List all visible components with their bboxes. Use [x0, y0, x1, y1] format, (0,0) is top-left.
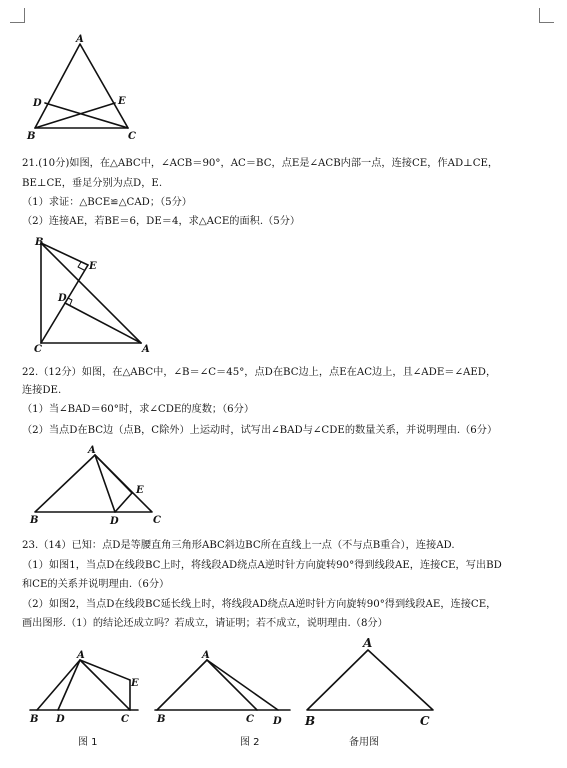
label-c: C [153, 515, 161, 526]
label-d: D [110, 516, 119, 527]
label-d: D [33, 98, 42, 109]
q21-part2: （2）连接AE，若BE＝6，DE＝4，求△ACE的面积.（5分） [22, 216, 301, 227]
triangle-abc [307, 650, 433, 710]
figure-q22 [0, 440, 200, 535]
label-c: C [128, 131, 136, 142]
q23-part2a: （2）如图2，当点D在线段BC延长线上时，将线段AD绕点A逆时针方向旋转90°得到线段AE，连接CE， [22, 599, 497, 610]
q23-part1b: 和CE的关系并说明理由.（6分） [22, 579, 170, 590]
label-b: B [35, 237, 44, 248]
caption-figure-spare: 备用图 [349, 737, 379, 748]
label-b: B [157, 714, 166, 725]
segment-ab [37, 660, 80, 710]
segment-ad [207, 660, 278, 710]
label-a: A [88, 445, 96, 456]
q22-part1: （1）当∠BAD＝60°时，求∠CDE的度数；（6分） [22, 404, 255, 415]
q21-line2: BE⊥CE，垂足分别为点D，E. [22, 178, 163, 189]
label-a: A [142, 344, 150, 355]
triangle-abc [35, 44, 128, 128]
label-b: B [27, 131, 36, 142]
q21-part1: （1）求证：△BCE≌△CAD；（5分） [22, 197, 192, 208]
q22-line2: 连接DE. [22, 385, 62, 396]
label-c: C [246, 714, 254, 725]
q22-part2: （2）当点D在BC边（点B，C除外）上运动时，试写出∠BAD与∠CDE的数量关系，并说明理由.（6分） [22, 425, 498, 436]
label-a: A [363, 636, 373, 650]
label-c: C [121, 714, 129, 725]
label-e: E [136, 485, 144, 496]
label-a: A [76, 34, 84, 45]
q21-line1: 21.(10分)如图，在△ABC中，∠ACB＝90°，AC＝BC，点E是∠ACB内部一点，连接CE，作AD⊥CE， [22, 158, 499, 169]
segment-ac [80, 660, 130, 710]
label-c: C [34, 344, 42, 355]
label-b: B [30, 714, 39, 725]
q23-line1: 23.（14）已知：点D是等腰直角三角形ABC斜边BC所在直线上一点（不与点B重合），连接AD. [22, 540, 455, 551]
label-b: B [30, 515, 39, 526]
label-d: D [56, 714, 65, 725]
figure-top-triangle [0, 0, 567, 150]
label-e: E [118, 96, 126, 107]
segment-ae [80, 660, 130, 680]
segment-ad [65, 303, 141, 343]
label-e: E [89, 261, 97, 272]
caption-figure-1: 图 1 [78, 737, 98, 748]
segment-ae [95, 455, 132, 493]
label-e: E [131, 678, 139, 689]
label-d: D [273, 716, 282, 727]
segment-ad [58, 660, 80, 710]
q22-line1: 22.（12分）如图，在△ABC中，∠B＝∠C＝45°，点D在BC边上，点E在AC边上，且∠ADE＝∠AED， [22, 367, 497, 378]
label-a: A [77, 650, 85, 661]
figure-2 [145, 640, 295, 730]
right-angle-mark-d [68, 298, 72, 305]
segment-ab [41, 243, 141, 343]
label-a: A [202, 650, 210, 661]
q23-part2b: 画出图形.（1）的结论还成立吗？若成立，请证明；若不成立，说明理由.（8分） [22, 618, 388, 629]
figure-q21 [0, 235, 200, 355]
figure-1 [0, 640, 150, 730]
label-d: D [58, 293, 67, 304]
caption-figure-2: 图 2 [240, 737, 260, 748]
segment-ac [207, 660, 257, 710]
label-c: C [420, 714, 430, 728]
triangle-abc [35, 455, 152, 512]
segment-ce [41, 265, 88, 343]
figure-spare [295, 630, 445, 730]
segment-ab [157, 660, 207, 710]
segment-ad [95, 455, 115, 512]
segment-de [115, 493, 132, 512]
q23-part1a: （1）如图1，当点D在线段BC上时，将线段AD绕点A逆时针方向旋转90°得到线段AE，连接CE，写出BD [22, 560, 502, 571]
label-b: B [305, 714, 316, 728]
